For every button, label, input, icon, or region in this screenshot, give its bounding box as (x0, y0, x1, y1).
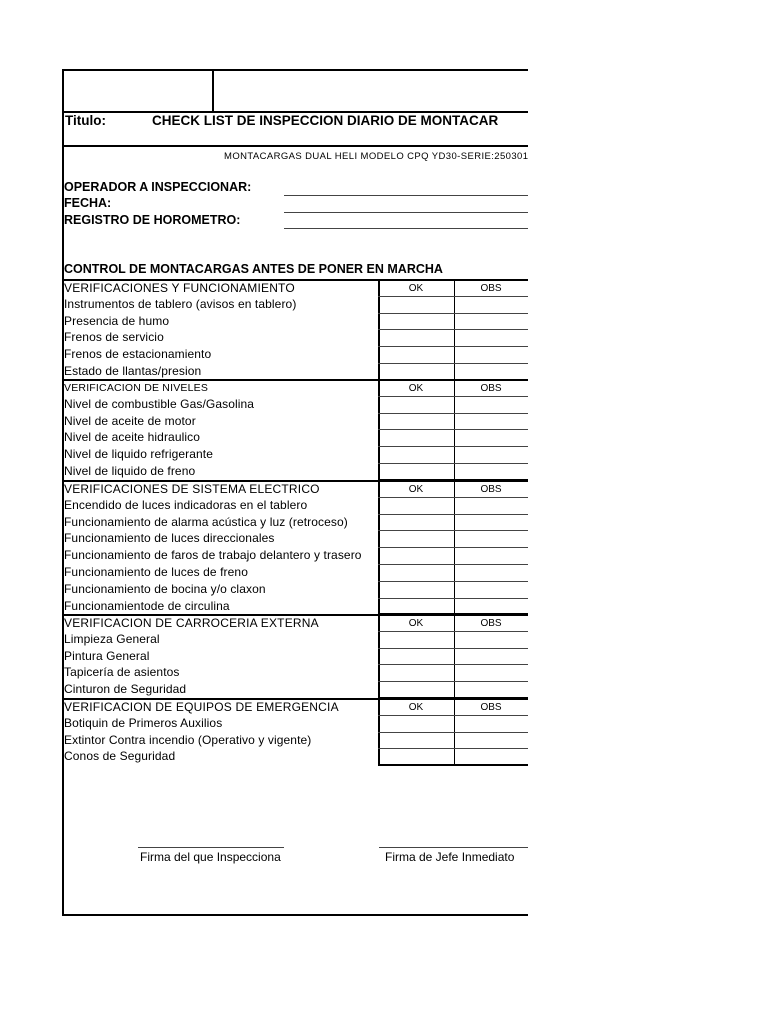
ok-cell[interactable] (380, 464, 453, 479)
obs-cell[interactable] (456, 682, 527, 697)
checklist-item: Nivel de aceite de motor (64, 414, 196, 428)
obs-cell[interactable] (456, 665, 527, 680)
obs-cell[interactable] (456, 649, 527, 664)
obs-cell[interactable] (456, 565, 527, 580)
obs-cell[interactable] (456, 582, 527, 597)
obs-cell[interactable] (456, 548, 527, 563)
obs-column-header: OBS (480, 484, 502, 495)
section-title: VERIFICACION DE NIVELES (64, 382, 209, 394)
frame-bottom-border (62, 914, 528, 916)
obs-cell[interactable] (456, 330, 527, 345)
checklist-item: Limpieza General (64, 632, 160, 646)
ok-cell[interactable] (380, 716, 453, 731)
obs-column-header: OBS (480, 283, 502, 294)
checklist-item: Extintor Contra incendio (Operativo y vigente) (64, 733, 312, 747)
obs-cell[interactable] (456, 531, 527, 546)
obs-cell[interactable] (456, 397, 527, 412)
ok-column-header: OK (408, 618, 424, 629)
obs-cell[interactable] (456, 347, 527, 362)
obs-cell[interactable] (456, 632, 527, 647)
checklist-item: Funcionamiento de luces de freno (64, 565, 248, 579)
title-row-border (62, 145, 528, 147)
ok-cell[interactable] (380, 414, 453, 429)
ok-cell[interactable] (380, 297, 453, 312)
header-cell-divider (212, 69, 214, 112)
obs-cell[interactable] (456, 414, 527, 429)
checklist-item: Funcionamiento de faros de trabajo delantero y trasero (64, 548, 362, 562)
ok-cell[interactable] (380, 330, 453, 345)
obs-cell[interactable] (456, 464, 527, 479)
obs-cell[interactable] (456, 297, 527, 312)
checklist-item: Funcionamiento de bocina y/o claxon (64, 582, 266, 596)
obs-column-header: OBS (480, 383, 502, 394)
ok-cell[interactable] (380, 582, 453, 597)
ok-column-header: OK (408, 702, 424, 713)
obs-cell[interactable] (456, 314, 527, 329)
obs-column-header: OBS (480, 702, 502, 713)
ok-cell[interactable] (380, 347, 453, 362)
obs-column-header: OBS (480, 618, 502, 629)
section-title: VERIFICACIONES Y FUNCIONAMIENTO (64, 281, 295, 295)
ok-cell[interactable] (380, 649, 453, 664)
obs-column-border (454, 614, 455, 698)
checklist-item: Nivel de liquido refrigerante (64, 447, 213, 461)
control-heading: CONTROL DE MONTACARGAS ANTES DE PONER EN MARCHA (64, 262, 443, 276)
ok-cell[interactable] (380, 632, 453, 647)
inspector-signature-label: Firma del que Inspecciona (140, 850, 281, 864)
checklist-item: Funcionamientode de circulina (64, 599, 230, 613)
checklist-item: Conos de Seguridad (64, 749, 176, 763)
obs-cell[interactable] (456, 599, 527, 614)
document-title: CHECK LIST DE INSPECCION DIARIO DE MONTACAR (152, 113, 499, 128)
obs-cell[interactable] (456, 716, 527, 731)
section-title: VERIFICACION DE CARROCERIA EXTERNA (64, 616, 319, 630)
ok-cell[interactable] (380, 665, 453, 680)
supervisor-signature-label: Firma de Jefe Inmediato (385, 850, 515, 864)
horometro-label: REGISTRO DE HOROMETRO: (64, 213, 241, 227)
operator-input-line[interactable] (284, 195, 528, 196)
ok-cell[interactable] (380, 565, 453, 580)
checklist-item: Tapicería de asientos (64, 665, 180, 679)
ok-cell[interactable] (380, 364, 453, 379)
obs-cell[interactable] (456, 364, 527, 379)
checklist-item: Funcionamiento de luces direccionales (64, 531, 275, 545)
inspector-signature-line[interactable] (138, 847, 284, 848)
obs-cell[interactable] (456, 430, 527, 445)
ok-cell[interactable] (380, 749, 453, 764)
ok-column-header: OK (408, 283, 424, 294)
checklist-item: Nivel de combustible Gas/Gasolina (64, 397, 255, 411)
checklist-item: Nivel de aceite hidraulico (64, 430, 201, 444)
section-bottom-border (378, 764, 528, 766)
checklist-item: Presencia de humo (64, 314, 170, 328)
ok-cell[interactable] (380, 682, 453, 697)
supervisor-signature-line[interactable] (379, 847, 528, 848)
ok-cell[interactable] (380, 599, 453, 614)
checklist-item: Frenos de servicio (64, 330, 164, 344)
checklist-item: Funcionamiento de alarma acústica y luz (retroceso) (64, 515, 348, 529)
frame-top-border (62, 69, 528, 71)
obs-cell[interactable] (456, 498, 527, 513)
checklist-item: Instrumentos de tablero (avisos en tablero) (64, 297, 297, 311)
checklist-item: Pintura General (64, 649, 150, 663)
ok-cell[interactable] (380, 548, 453, 563)
fecha-label: FECHA: (64, 196, 112, 210)
ok-column-header: OK (408, 383, 424, 394)
operator-label: OPERADOR A INSPECCIONAR: (64, 180, 252, 194)
ok-cell[interactable] (380, 733, 453, 748)
fecha-input-line[interactable] (284, 212, 528, 213)
ok-cell[interactable] (380, 430, 453, 445)
obs-cell[interactable] (456, 733, 527, 748)
ok-cell[interactable] (380, 447, 453, 462)
ok-cell[interactable] (380, 314, 453, 329)
checklist-item: Estado de llantas/presion (64, 364, 202, 378)
equipment-subtitle: MONTACARGAS DUAL HELI MODELO CPQ YD30-SERIE:250301 (224, 151, 528, 162)
checklist-item: Botiquin de Primeros Auxilios (64, 716, 223, 730)
checklist-item: Encendido de luces indicadoras en el tablero (64, 498, 308, 512)
section-title: VERIFICACION DE EQUIPOS DE EMERGENCIA (64, 700, 339, 714)
ok-cell[interactable] (380, 498, 453, 513)
ok-column-header: OK (408, 484, 424, 495)
ok-cell[interactable] (380, 397, 453, 412)
checklist-item: Cinturon de Seguridad (64, 682, 187, 696)
section-title: VERIFICACIONES DE SISTEMA ELECTRICO (64, 482, 320, 496)
checklist-item: Frenos de estacionamiento (64, 347, 212, 361)
horometro-input-line[interactable] (284, 228, 528, 229)
titulo-label: Titulo: (65, 113, 106, 128)
obs-cell[interactable] (456, 515, 527, 530)
obs-cell[interactable] (456, 447, 527, 462)
checklist-item: Nivel de liquido de freno (64, 464, 196, 478)
ok-cell[interactable] (380, 515, 453, 530)
ok-cell[interactable] (380, 531, 453, 546)
obs-cell[interactable] (456, 749, 527, 764)
